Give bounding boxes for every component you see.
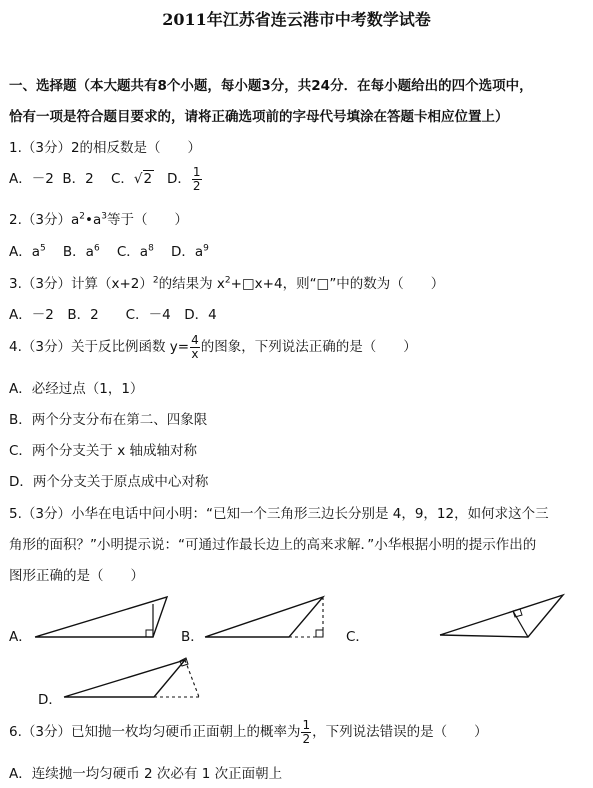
q4-option-c: C．两个分支关于 x 轴成轴对称 [9, 443, 197, 459]
section-heading-line-1: 一、选择题（本大题共有8个小题，每小题3分，共24分．在每小题给出的四个选项中， [9, 78, 533, 94]
q1-option-a: A．－2 [9, 171, 54, 188]
q2-option-c: C．a [116, 244, 149, 260]
section-heading-line-2: 恰有一项是符合题目要求的，请将正确选项前的字母代号填涂在答题卡相应位置上） [9, 109, 509, 125]
exponent: 6 [93, 243, 100, 254]
q6-stem-part: ，下列说法错误的是（ ） [312, 724, 488, 741]
question-5-line-2: 角形的面积？”小明提示说：“可通过作最长边上的高来求解．”小华根据小明的提示作出的 [9, 537, 537, 553]
q5-option-a-label: A． [9, 629, 32, 645]
q4-option-a: A．必经过点（1，1） [9, 381, 144, 397]
exponent: 9 [203, 243, 209, 254]
question-4-stem [9, 334, 417, 360]
q2-option-a: A．a [9, 244, 41, 260]
q5-option-c-label: C． [346, 629, 369, 645]
question-2-options [9, 240, 209, 260]
q6-stem-part: 6.（3分）已知抛一枚均匀硬币正面朝上的概率为 [9, 724, 301, 741]
question-2-stem [9, 208, 188, 228]
exponent: 3 [101, 211, 107, 222]
q5-option-b-label: B． [181, 629, 204, 645]
page-title: 2011年江苏省连云港市中考数学试卷 [162, 10, 431, 29]
question-5-line-1: 5.（3分）小华在电话中问小明：“已知一个三角形三边长分别是 4，9，12，如何求这个三 [9, 506, 549, 522]
q4-option-b: B．两个分支分布在第二、四象限 [9, 412, 208, 428]
exponent: 8 [148, 243, 154, 254]
fraction-numerator: 4 [191, 333, 199, 347]
question-1-options [9, 166, 203, 192]
q3-stem-part: 的结果为 x [158, 276, 225, 292]
q4-stem-part: 4.（3分）关于反比例函数 y= [9, 339, 190, 356]
fraction-one-half [192, 166, 202, 192]
q1-option-c-label: C． [110, 171, 134, 188]
fraction-one-half [301, 719, 311, 745]
figure-option-b [205, 595, 335, 640]
question-1-stem: 1.（3分）2的相反数是（ ） [9, 140, 202, 156]
question-3-stem [9, 272, 444, 292]
sqrt-radicand: 2 [143, 171, 153, 188]
q2-option-b: B．a [62, 244, 94, 260]
fraction-four-over-x [190, 334, 200, 360]
fraction-denominator: x [191, 346, 199, 361]
fraction-denominator: 2 [192, 178, 201, 193]
figure-option-d [64, 655, 204, 703]
fraction-numerator: 1 [192, 165, 201, 179]
q1-option-d-label: D． [166, 171, 191, 188]
question-5-line-3: 图形正确的是（ ） [9, 568, 144, 584]
q3-stem-part: 3.（3分）计算（x+2） [9, 276, 153, 292]
q6-option-a: A．连续抛一均匀硬币 2 次必有 1 次正面朝上 [9, 766, 283, 782]
q1-option-b: B．2 [62, 171, 94, 188]
q3-stem-part: +□x+4，则“□”中的数为（ ） [230, 276, 445, 292]
question-6-stem [9, 719, 488, 745]
q5-option-d-label: D． [38, 692, 62, 708]
sqrt-sign: √ [133, 171, 143, 188]
exponent: 2 [152, 275, 159, 286]
fraction-numerator: 1 [302, 718, 311, 732]
q2-stem-part: 等于（ ） [106, 212, 188, 228]
figure-option-a [35, 595, 170, 640]
fraction-denominator: 2 [302, 731, 311, 746]
question-3-options: A．－2 B．2 C．－4 D．4 [9, 307, 217, 323]
exponent: 2 [79, 211, 85, 222]
q2-option-d: D．a [170, 244, 204, 260]
q2-stem-part: 2.（3分）a [9, 212, 80, 228]
exponent: 2 [224, 275, 231, 286]
q2-stem-part: •a [84, 212, 102, 228]
q4-option-d: D．两个分支关于原点成中心对称 [9, 474, 209, 490]
exponent: 5 [40, 243, 46, 254]
q4-stem-part: 的图象，下列说法正确的是（ ） [200, 339, 417, 356]
figure-option-c [440, 593, 570, 640]
